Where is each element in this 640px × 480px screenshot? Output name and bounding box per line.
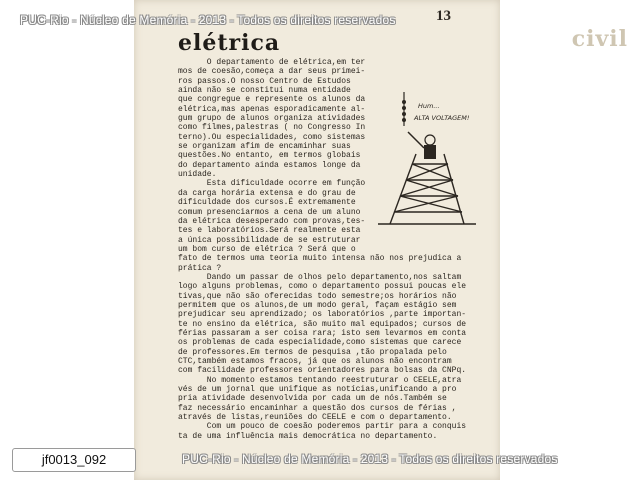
article-line: logo alguns problemas, como o departamento possui poucas ele [178,282,467,292]
article-line: dificuldade dos cursos.É extremamente [178,198,356,208]
illustration-high-voltage-tower [368,92,484,232]
article-line: que congregue e represente os alunos da [178,95,366,105]
page-number: 13 [436,8,451,24]
article-line: do departamento ainda estamos longe da [178,160,361,170]
article-line: mos de coesão,começa a dar seus primei- [178,67,366,77]
article-line: pria atividade desenvolvida por cada um de nós.Também se [178,394,447,404]
article-line: da elétrica desesperado com provas,tes- [178,216,366,226]
article-title: elétrica [178,30,281,56]
article-line: terno).Ou especialidades, como sistemas [178,132,366,142]
article-line: No momento estamos tentando reestruturar o CEELE,atra [178,375,462,385]
article-line: da carga horária extensa e do grau de [178,188,356,198]
watermark-bottom: PUC-Rio - Núcleo de Memória - 2013 - Todos os direitos reservados [182,452,558,466]
article-line: a única possibilidade de se estruturar [178,235,361,245]
document-id-label: jf0013_092 [12,448,136,472]
insulator [402,118,406,122]
insulator [402,112,406,116]
speech-text-hum: Hum... [418,102,440,110]
article-line: férias passaram a ser coisa rara; isto sem levarmos em conta [178,328,467,338]
article-line: os problemas de cada especialidade,como sistemas que carece [178,338,462,348]
article-line: unidade. [178,170,217,180]
article-line: gum grupo de alunos organiza atividades [178,114,366,124]
article-line: com facilidade professores orientadores para bolsas da CNPq. [178,366,467,376]
article-line: Esta dificuldade ocorre em função [178,179,366,189]
article-line: te no ensino da elétrica, são muito mal equipados; cursos de [178,319,467,329]
article-line: prática ? [178,263,222,273]
article-line: fato de termos uma teoria muito intensa não nos prejudica a [178,254,462,264]
article-line: faz necessário encaminhar a questão dos cursos de férias , [178,403,457,413]
article-line: tes e laboratórios.Será realmente esta [178,226,361,236]
article-line: ros passos.O nosso Centro de Estudos [178,76,351,86]
article-line: um bom curso de elétrica ? Será que o [178,244,356,254]
watermark-top: PUC-Rio - Núcleo de Memória - 2013 - Todos os direitos reservados [20,13,396,27]
article-line: como filmes,palestras ( no Congresso In [178,123,366,133]
article-line: ta de uma influência mais democrática no departamento. [178,431,438,441]
article-line: Com um pouco de coesão poderemos partir para a conquis [178,422,467,432]
article-line: prejudicar seu aprendizado; os laboratórios ,parte importan- [178,310,467,320]
article-line: questões.No entanto, em termos globais [178,151,361,161]
article-line: vés de um jornal que unifique as notícias,unificando a pro [178,385,457,395]
article-line: através de listas,reuniões do CEELE e com o departamento. [178,413,452,423]
article-line: de professores.Em termos de pesquisa ,tão propalada pelo [178,347,447,357]
article-line: O departamento de elétrica,em ter [178,58,366,67]
insulator [402,106,406,110]
article-line: tivas,que não são oferecidas todo semestre;os horários não [178,291,457,301]
speech-text-alta-voltagem: ALTA VOLTAGEM! [414,114,470,122]
article-line: Dando um passar de olhos pelo departamento,nos saltam [178,272,462,282]
person-body [424,145,436,159]
person-head-icon [425,135,435,145]
article-line: CTC,também estamos fracos, já que os alunos não encontram [178,357,452,366]
article-line: ainda não se constitui numa entidade [178,86,351,96]
article-line: comum presenciarmos a cena de um aluno [178,207,361,217]
article-line: permitem que os alunos,de um modo geral, façam estágio sem [178,300,457,310]
tower-icon [378,154,476,224]
article-line: elétrica,mas apenas esporadicamente al- [178,104,366,114]
bleed-through-text: civil [571,26,628,52]
article-line: se organizam afim de encaminhar suas [178,142,351,152]
insulator [402,100,406,104]
